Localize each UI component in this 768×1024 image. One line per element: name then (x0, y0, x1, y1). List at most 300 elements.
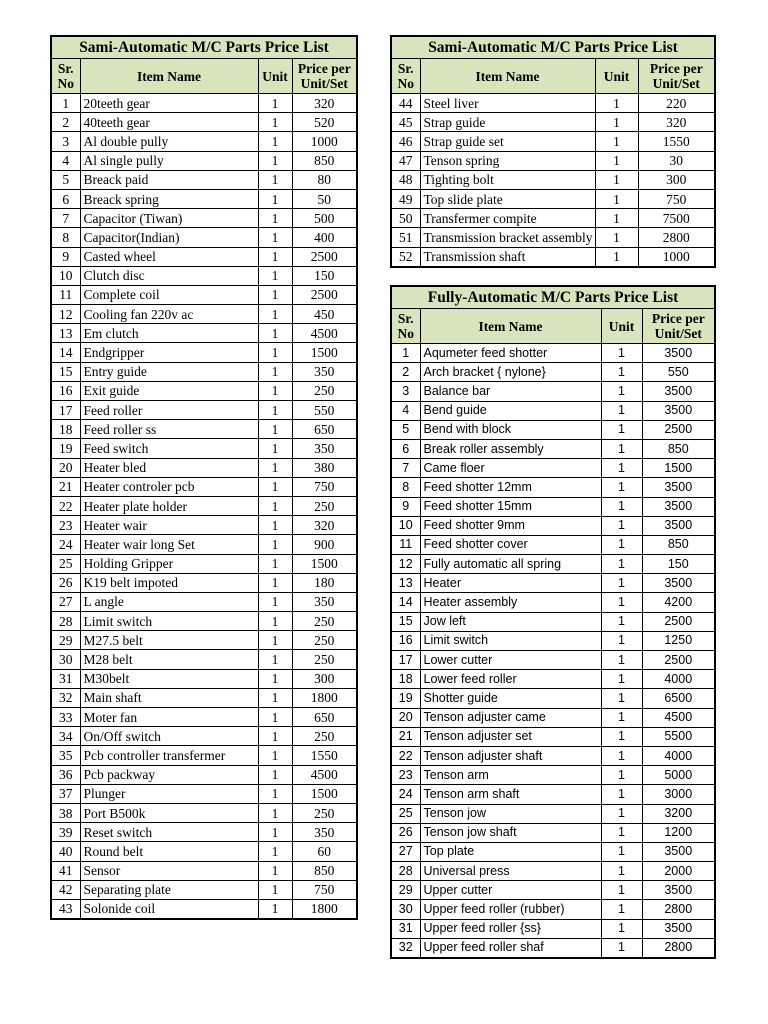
cell-sr-no: 19 (391, 689, 420, 708)
table-row (391, 132, 715, 151)
cell-item-name: Lower feed roller (420, 670, 601, 689)
cell-item-name: Upper cutter (420, 881, 601, 900)
cell-price: 4500 (292, 324, 357, 343)
cell-unit: 1 (258, 535, 292, 554)
fully-automatic-price-table (390, 285, 716, 959)
cell-item-name: Tighting bolt (420, 170, 595, 189)
cell-item-name: Balance bar (420, 382, 601, 401)
cell-sr-no: 27 (391, 842, 420, 861)
cell-item-name: Capacitor(Indian) (80, 228, 258, 247)
cell-item-name: 20teeth gear (80, 94, 258, 113)
cell-sr-no: 15 (391, 612, 420, 631)
cell-price: 550 (642, 363, 715, 382)
table-row (391, 478, 715, 497)
table-row (391, 555, 715, 574)
cell-price: 550 (292, 401, 357, 420)
cell-item-name: Heater wair (80, 516, 258, 535)
cell-item-name: Holding Gripper (80, 554, 258, 573)
cell-price: 1500 (292, 554, 357, 573)
table-row (391, 727, 715, 746)
table-row (51, 151, 357, 170)
cell-item-name: Feed roller (80, 401, 258, 420)
cell-price: 250 (292, 650, 357, 669)
cell-unit: 1 (258, 362, 292, 381)
cell-price: 1200 (642, 823, 715, 842)
cell-item-name: Heater assembly (420, 593, 601, 612)
cell-sr-no: 7 (51, 209, 80, 228)
cell-price: 3500 (642, 516, 715, 535)
table-row (51, 266, 357, 285)
cell-unit: 1 (595, 228, 638, 247)
cell-unit: 1 (258, 381, 292, 400)
cell-unit: 1 (601, 900, 642, 919)
cell-price: 520 (292, 113, 357, 132)
cell-sr-no: 41 (51, 861, 80, 880)
cell-item-name: On/Off switch (80, 727, 258, 746)
cell-unit: 1 (601, 823, 642, 842)
table-row (391, 651, 715, 670)
cell-unit: 1 (258, 516, 292, 535)
cell-item-name: Came floer (420, 459, 601, 478)
table-row (391, 823, 715, 842)
cell-unit: 1 (258, 132, 292, 151)
cell-item-name: Exit guide (80, 381, 258, 400)
cell-sr-no: 9 (51, 247, 80, 266)
table-row (391, 746, 715, 765)
cell-sr-no: 31 (391, 919, 420, 938)
cell-item-name: Top slide plate (420, 189, 595, 208)
cell-unit: 1 (258, 94, 292, 113)
col-header-price: Price per Unit/Set (642, 309, 715, 344)
cell-price: 300 (638, 170, 715, 189)
cell-price: 80 (292, 170, 357, 189)
cell-item-name: Al single pully (80, 151, 258, 170)
table-row (51, 305, 357, 324)
cell-sr-no: 48 (391, 170, 420, 189)
table-row (391, 593, 715, 612)
cell-unit: 1 (601, 497, 642, 516)
cell-sr-no: 12 (391, 555, 420, 574)
table-row (51, 113, 357, 132)
cell-price: 320 (292, 516, 357, 535)
cell-unit: 1 (601, 593, 642, 612)
cell-unit: 1 (601, 382, 642, 401)
table-row (391, 228, 715, 247)
cell-sr-no: 24 (51, 535, 80, 554)
cell-item-name: Entry guide (80, 362, 258, 381)
cell-sr-no: 38 (51, 803, 80, 822)
cell-sr-no: 44 (391, 94, 420, 113)
cell-sr-no: 23 (391, 766, 420, 785)
cell-sr-no: 40 (51, 842, 80, 861)
cell-sr-no: 15 (51, 362, 80, 381)
table-row (51, 861, 357, 880)
table-row (391, 151, 715, 170)
table-row (391, 631, 715, 650)
cell-sr-no: 7 (391, 459, 420, 478)
cell-price: 3500 (642, 497, 715, 516)
table-row (391, 785, 715, 804)
cell-unit: 1 (258, 727, 292, 746)
cell-unit: 1 (258, 343, 292, 362)
cell-item-name: Limit switch (80, 612, 258, 631)
table-row (391, 919, 715, 938)
table-row (391, 382, 715, 401)
cell-unit: 1 (258, 266, 292, 285)
cell-sr-no: 27 (51, 592, 80, 611)
table-row (391, 842, 715, 861)
cell-item-name: M27.5 belt (80, 631, 258, 650)
table-row (51, 381, 357, 400)
cell-price: 850 (292, 151, 357, 170)
cell-sr-no: 46 (391, 132, 420, 151)
cell-price: 500 (292, 209, 357, 228)
cell-sr-no: 33 (51, 708, 80, 727)
cell-price: 7500 (638, 209, 715, 228)
cell-sr-no: 10 (51, 266, 80, 285)
cell-item-name: Tenson jow (420, 804, 601, 823)
cell-sr-no: 21 (51, 477, 80, 496)
cell-sr-no: 22 (391, 746, 420, 765)
table-row (51, 554, 357, 573)
cell-item-name: M30belt (80, 669, 258, 688)
table-row (391, 113, 715, 132)
cell-item-name: Pcb controller transfermer (80, 746, 258, 765)
cell-item-name: Steel liver (420, 94, 595, 113)
cell-unit: 1 (601, 727, 642, 746)
cell-sr-no: 20 (51, 458, 80, 477)
cell-sr-no: 28 (51, 612, 80, 631)
cell-unit: 1 (601, 344, 642, 363)
cell-unit: 1 (601, 612, 642, 631)
table-row (51, 746, 357, 765)
cell-price: 1250 (642, 631, 715, 650)
cell-item-name: Aqumeter feed shotter (420, 344, 601, 363)
cell-item-name: Feed roller ss (80, 420, 258, 439)
table-row (391, 670, 715, 689)
cell-unit: 1 (595, 189, 638, 208)
cell-sr-no: 39 (51, 823, 80, 842)
cell-sr-no: 1 (391, 344, 420, 363)
cell-unit: 1 (258, 401, 292, 420)
cell-item-name: Clutch disc (80, 266, 258, 285)
cell-sr-no: 17 (51, 401, 80, 420)
cell-sr-no: 50 (391, 209, 420, 228)
cell-price: 380 (292, 458, 357, 477)
cell-sr-no: 51 (391, 228, 420, 247)
table-row (51, 420, 357, 439)
cell-item-name: Feed shotter 12mm (420, 478, 601, 497)
table-row (391, 938, 715, 958)
table-row (51, 823, 357, 842)
cell-unit: 1 (258, 765, 292, 784)
cell-sr-no: 52 (391, 247, 420, 267)
cell-item-name: Reset switch (80, 823, 258, 842)
table-row (391, 574, 715, 593)
table-row (51, 899, 357, 919)
cell-unit: 1 (601, 919, 642, 938)
cell-price: 4200 (642, 593, 715, 612)
table-row (51, 362, 357, 381)
cell-price: 1550 (292, 746, 357, 765)
cell-price: 220 (638, 94, 715, 113)
cell-unit: 1 (601, 535, 642, 554)
cell-sr-no: 28 (391, 862, 420, 881)
cell-price: 400 (292, 228, 357, 247)
table-row (391, 344, 715, 363)
col-header-unit: Unit (595, 59, 638, 94)
cell-price: 320 (292, 94, 357, 113)
cell-price: 2500 (292, 285, 357, 304)
cell-unit: 1 (258, 285, 292, 304)
table-row (391, 459, 715, 478)
cell-sr-no: 6 (51, 189, 80, 208)
cell-price: 750 (292, 477, 357, 496)
cell-unit: 1 (258, 842, 292, 861)
col-header-unit: Unit (258, 59, 292, 94)
cell-item-name: Lower cutter (420, 651, 601, 670)
cell-price: 1500 (292, 784, 357, 803)
table-row (391, 94, 715, 113)
table-row (51, 496, 357, 515)
table-row (51, 228, 357, 247)
cell-sr-no: 2 (51, 113, 80, 132)
cell-sr-no: 36 (51, 765, 80, 784)
cell-item-name: Sensor (80, 861, 258, 880)
cell-unit: 1 (258, 228, 292, 247)
table-row (391, 516, 715, 535)
cell-unit: 1 (258, 247, 292, 266)
cell-item-name: Transmission shaft (420, 247, 595, 267)
table-row (51, 324, 357, 343)
cell-item-name: M28 belt (80, 650, 258, 669)
table-title: Sami-Automatic M/C Parts Price List (51, 36, 357, 59)
cell-price: 3500 (642, 344, 715, 363)
cell-price: 650 (292, 708, 357, 727)
table-row (51, 880, 357, 899)
cell-price: 750 (638, 189, 715, 208)
cell-sr-no: 30 (51, 650, 80, 669)
cell-unit: 1 (258, 746, 292, 765)
cell-unit: 1 (601, 574, 642, 593)
cell-unit: 1 (601, 516, 642, 535)
cell-price: 300 (292, 669, 357, 688)
cell-unit: 1 (595, 94, 638, 113)
cell-sr-no: 2 (391, 363, 420, 382)
cell-price: 2500 (642, 612, 715, 631)
cell-price: 1500 (292, 343, 357, 362)
table-row (391, 612, 715, 631)
cell-sr-no: 25 (391, 804, 420, 823)
cell-item-name: Limit switch (420, 631, 601, 650)
cell-unit: 1 (601, 670, 642, 689)
cell-sr-no: 18 (391, 670, 420, 689)
cell-unit: 1 (601, 862, 642, 881)
cell-unit: 1 (601, 420, 642, 439)
cell-unit: 1 (258, 477, 292, 496)
cell-item-name: Tenson arm shaft (420, 785, 601, 804)
table-row (51, 842, 357, 861)
col-header-sr-no: Sr. No (51, 59, 80, 94)
cell-price: 450 (292, 305, 357, 324)
cell-sr-no: 32 (51, 688, 80, 707)
cell-price: 4500 (642, 708, 715, 727)
cell-unit: 1 (601, 631, 642, 650)
table-row (51, 458, 357, 477)
cell-item-name: Universal press (420, 862, 601, 881)
cell-price: 3000 (642, 785, 715, 804)
cell-item-name: Plunger (80, 784, 258, 803)
cell-unit: 1 (258, 880, 292, 899)
table-row (391, 497, 715, 516)
cell-price: 2800 (638, 228, 715, 247)
cell-unit: 1 (601, 804, 642, 823)
cell-sr-no: 1 (51, 94, 80, 113)
cell-sr-no: 20 (391, 708, 420, 727)
cell-sr-no: 18 (51, 420, 80, 439)
cell-unit: 1 (601, 881, 642, 900)
cell-price: 2500 (292, 247, 357, 266)
cell-price: 180 (292, 573, 357, 592)
table-row (391, 439, 715, 458)
cell-price: 250 (292, 496, 357, 515)
col-header-item-name: Item Name (80, 59, 258, 94)
cell-price: 2500 (642, 420, 715, 439)
cell-unit: 1 (258, 113, 292, 132)
cell-sr-no: 5 (51, 170, 80, 189)
cell-item-name: L angle (80, 592, 258, 611)
cell-item-name: Capacitor (Tiwan) (80, 209, 258, 228)
table-row (391, 535, 715, 554)
cell-item-name: Feed switch (80, 439, 258, 458)
table-row (391, 209, 715, 228)
cell-price: 250 (292, 631, 357, 650)
cell-unit: 1 (258, 612, 292, 631)
cell-item-name: Upper feed roller (rubber) (420, 900, 601, 919)
cell-unit: 1 (258, 554, 292, 573)
table-title: Sami-Automatic M/C Parts Price List (391, 36, 715, 59)
cell-sr-no: 12 (51, 305, 80, 324)
cell-price: 6500 (642, 689, 715, 708)
cell-sr-no: 30 (391, 900, 420, 919)
cell-item-name: Break roller assembly (420, 439, 601, 458)
cell-item-name: Tenson adjuster shaft (420, 746, 601, 765)
cell-unit: 1 (258, 631, 292, 650)
cell-item-name: Heater (420, 574, 601, 593)
table-row (51, 765, 357, 784)
cell-unit: 1 (258, 803, 292, 822)
cell-item-name: Solonide coil (80, 899, 258, 919)
cell-unit: 1 (258, 189, 292, 208)
cell-item-name: Breack paid (80, 170, 258, 189)
table-row (51, 535, 357, 554)
cell-price: 30 (638, 151, 715, 170)
col-header-price: Price per Unit/Set (292, 59, 357, 94)
cell-sr-no: 4 (391, 401, 420, 420)
table-row (391, 900, 715, 919)
table-row (51, 94, 357, 113)
cell-unit: 1 (258, 458, 292, 477)
cell-sr-no: 35 (51, 746, 80, 765)
cell-sr-no: 17 (391, 651, 420, 670)
cell-item-name: Cooling fan 220v ac (80, 305, 258, 324)
table-row (51, 247, 357, 266)
cell-unit: 1 (258, 688, 292, 707)
cell-item-name: Bend with block (420, 420, 601, 439)
cell-unit: 1 (258, 209, 292, 228)
cell-unit: 1 (258, 650, 292, 669)
col-header-item-name: Item Name (420, 309, 601, 344)
cell-sr-no: 4 (51, 151, 80, 170)
table-row (391, 420, 715, 439)
cell-sr-no: 8 (391, 478, 420, 497)
cell-sr-no: 16 (51, 381, 80, 400)
col-header-unit: Unit (601, 309, 642, 344)
cell-price: 3500 (642, 478, 715, 497)
cell-unit: 1 (595, 113, 638, 132)
table-row (391, 247, 715, 267)
cell-unit: 1 (258, 592, 292, 611)
cell-unit: 1 (258, 784, 292, 803)
table-row (391, 881, 715, 900)
cell-item-name: Feed shotter 9mm (420, 516, 601, 535)
cell-price: 650 (292, 420, 357, 439)
cell-sr-no: 29 (51, 631, 80, 650)
cell-unit: 1 (258, 324, 292, 343)
cell-item-name: Moter fan (80, 708, 258, 727)
cell-price: 350 (292, 439, 357, 458)
table-row (391, 189, 715, 208)
cell-price: 250 (292, 803, 357, 822)
cell-price: 4000 (642, 670, 715, 689)
cell-sr-no: 26 (391, 823, 420, 842)
table-row (51, 189, 357, 208)
cell-sr-no: 13 (391, 574, 420, 593)
cell-sr-no: 45 (391, 113, 420, 132)
cell-item-name: Casted wheel (80, 247, 258, 266)
cell-item-name: K19 belt impoted (80, 573, 258, 592)
cell-item-name: Transfermer compite (420, 209, 595, 228)
cell-price: 150 (642, 555, 715, 574)
col-header-sr-no: Sr. No (391, 309, 420, 344)
cell-price: 320 (638, 113, 715, 132)
cell-item-name: Tenson adjuster came (420, 708, 601, 727)
cell-unit: 1 (601, 478, 642, 497)
cell-unit: 1 (601, 363, 642, 382)
cell-item-name: Main shaft (80, 688, 258, 707)
table-row (51, 688, 357, 707)
table-row (51, 477, 357, 496)
cell-price: 3500 (642, 401, 715, 420)
table-row (51, 727, 357, 746)
cell-sr-no: 8 (51, 228, 80, 247)
cell-price: 850 (642, 439, 715, 458)
table-title: Fully-Automatic M/C Parts Price List (391, 286, 715, 309)
table-row (51, 132, 357, 151)
cell-sr-no: 3 (391, 382, 420, 401)
table-row (51, 612, 357, 631)
cell-unit: 1 (601, 785, 642, 804)
cell-price: 60 (292, 842, 357, 861)
cell-item-name: Tenson jow shaft (420, 823, 601, 842)
cell-item-name: Top plate (420, 842, 601, 861)
cell-price: 750 (292, 880, 357, 899)
cell-item-name: Tenson arm (420, 766, 601, 785)
table-row (51, 803, 357, 822)
cell-unit: 1 (601, 401, 642, 420)
cell-sr-no: 10 (391, 516, 420, 535)
col-header-item-name: Item Name (420, 59, 595, 94)
